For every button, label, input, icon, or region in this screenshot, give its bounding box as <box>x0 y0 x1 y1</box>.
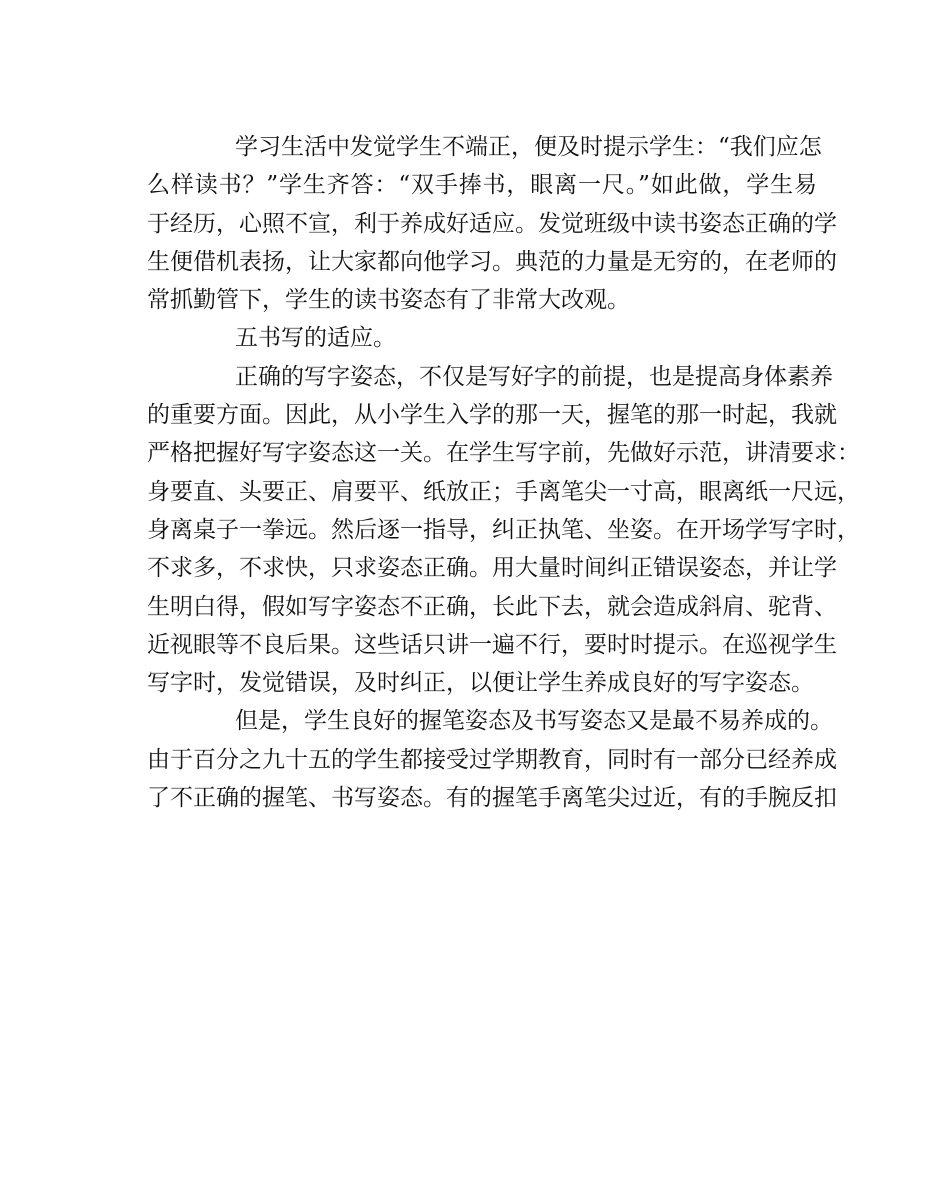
text-line: 五书写的适应。 <box>235 325 396 352</box>
text-line: 身离桌子一拳远。然后逐一指导，纠正执笔、坐姿。在开场学写字时， <box>147 516 860 543</box>
text-line: 近视眼等不良后果。这些话只讲一遍不行，要时时提示。在巡视学生 <box>147 631 837 658</box>
text-line: 写字时，发觉错误，及时纠正，以便让学生养成良好的写字姿态。 <box>147 670 814 697</box>
text-line: 但是，学生良好的握笔姿态及书写姿态又是最不易养成的。 <box>235 708 833 735</box>
text-line: 身要直、头要正、肩要平、纸放正；手离笔尖一寸高，眼离纸一尺远， <box>147 478 860 505</box>
text-line: 不求多，不求快，只求姿态正确。用大量时间纠正错误姿态，并让学 <box>147 555 837 582</box>
text-line: 学习生活中发觉学生不端正，便及时提示学生：“我们应怎 <box>235 134 822 160</box>
text-line: 由于百分之九十五的学生都接受过学期教育，同时有一部分已经养成 <box>147 746 837 773</box>
text-line: 严格把握好写字姿态这一关。在学生写字前，先做好示范，讲清要求： <box>147 440 860 467</box>
text-line: 于经历，心照不宣，利于养成好适应。发觉班级中读书姿态正确的学 <box>147 210 837 237</box>
text-line: 正确的写字姿态，不仅是写好字的前提，也是提高身体素养 <box>235 363 833 390</box>
text-line: 么样读书？”学生齐答：“双手捧书，眼离一尺。”如此做，学生易 <box>147 172 817 199</box>
text-line: 生明白得，假如写字姿态不正确，长此下去，就会造成斜肩、驼背、 <box>147 593 837 620</box>
text-line: 生便借机表扬，让大家都向他学习。典范的力量是无穷的，在老师的 <box>147 248 837 275</box>
text-line: 的重要方面。因此，从小学生入学的那一天，握笔的那一时起，我就 <box>147 402 837 429</box>
text-line: 常抓勤管下，学生的读书姿态有了非常大改观。 <box>147 287 630 314</box>
document-body <box>147 128 860 817</box>
text-line: 了不正确的握笔、书写姿态。有的握笔手离笔尖过近，有的手腕反扣 <box>147 785 837 812</box>
